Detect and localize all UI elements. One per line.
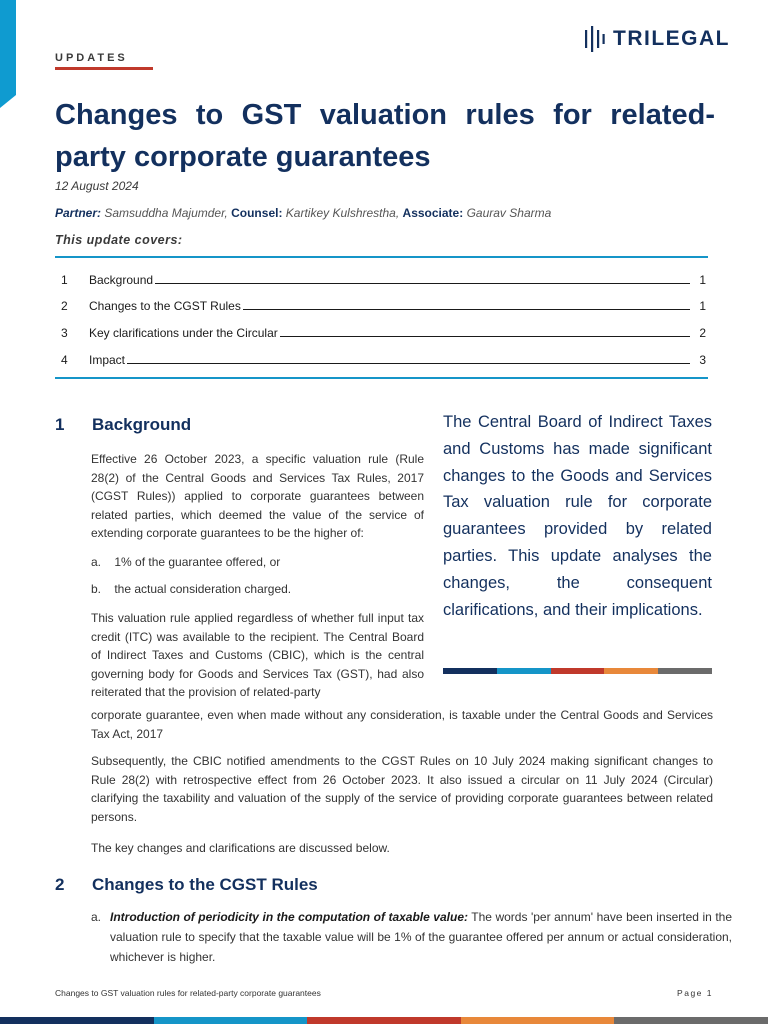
footer-title: Changes to GST valuation rules for related-party corporate guarantees: [55, 988, 321, 998]
item-lead: Introduction of periodicity in the computation of taxable value:: [110, 910, 468, 924]
toc-item-background[interactable]: [55, 271, 708, 287]
background-para-2: This valuation rule applied regardless of whether full input tax credit (ITC) was available to the recipient. The Central Board of Indirect Taxes and Customs (CBIC), which is the central governing body for Goods and Services Tax (GST), had also reiterated that the provision of related-party: [91, 611, 424, 699]
section-2-item-a: [91, 907, 732, 967]
footer-color-bar: [0, 1017, 768, 1024]
toc-number: 1: [61, 273, 68, 287]
bar-segment-orange: [461, 1017, 615, 1024]
toc-leader: [127, 362, 690, 364]
bar-segment-navy: [0, 1017, 154, 1024]
list-text: the actual consideration charged.: [114, 582, 292, 596]
toc-item-changes[interactable]: [55, 297, 708, 313]
toc-label: Changes to the CGST Rules: [89, 299, 241, 313]
toc-number: 4: [61, 353, 68, 367]
section-1-heading: [55, 415, 191, 435]
toc-item-impact[interactable]: [55, 351, 708, 367]
toc-label: Background: [89, 273, 154, 287]
background-para-3: Subsequently, the CBIC notified amendments to the CGST Rules on 10 July 2024 making significant changes to Rule 28(2) with retrospective effect from 26 October 2023. It also issued a circular on 11 July 2024 (Circular) clarifying the taxability and valuation of the supply of the service of providing corporate guarantees between related persons.: [91, 754, 713, 824]
bar-segment-cyan: [497, 668, 551, 674]
toc-number: 3: [61, 326, 68, 340]
logo-text: TRILEGAL: [613, 27, 730, 50]
toc-label: Key clarifications under the Circular: [89, 326, 278, 340]
footer-page-number: Page 1: [677, 988, 713, 998]
list-text: 1% of the guarantee offered, or: [114, 555, 281, 569]
toc-page: 1: [699, 299, 706, 313]
bar-segment-cyan: [154, 1017, 308, 1024]
corner-accent: [0, 0, 16, 108]
counsel-name: Kartikey Kulshrestha,: [285, 206, 400, 220]
toc-leader: [280, 335, 690, 337]
authors-line: [55, 206, 551, 220]
associate-role: Associate:: [402, 206, 464, 220]
section-title: Changes to the CGST Rules: [92, 875, 318, 894]
table-of-contents: [55, 256, 708, 379]
background-para-2-cont: corporate guarantee, even when made without any consideration, is taxable under the Central Goods and Services Tax Act, 2017: [91, 708, 713, 741]
section-label-underline: [55, 67, 153, 70]
section-number: 1: [55, 415, 65, 434]
list-marker: a.: [91, 910, 102, 924]
partner-name: Samsuddha Majumder,: [104, 206, 228, 220]
background-para-4: The key changes and clarifications are discussed below.: [91, 841, 390, 855]
toc-page: 2: [699, 326, 706, 340]
bar-segment-red: [307, 1017, 461, 1024]
toc-item-clarifications[interactable]: [55, 324, 708, 340]
section-number: 2: [55, 875, 65, 894]
toc-leader: [155, 282, 690, 284]
section-title: Background: [92, 415, 192, 434]
bar-segment-red: [551, 668, 605, 674]
trilegal-logo-icon: [585, 26, 605, 52]
list-marker: b.: [91, 582, 102, 596]
item-text: The words 'per annum' have been inserted in the valuation rule to specify that the taxable value will be 1% of the guarantee offered per annum or actual consideration, whichever is higher.: [110, 910, 732, 964]
list-item: [91, 582, 291, 596]
section-label: UPDATES: [55, 52, 128, 64]
bar-segment-navy: [443, 668, 497, 674]
document-title: Changes to GST valuation rules for related-party corporate guarantees: [55, 99, 715, 173]
list-marker: a.: [91, 555, 102, 569]
covers-heading: This update covers:: [55, 233, 183, 247]
bar-segment-orange: [604, 668, 658, 674]
bar-segment-gray: [614, 1017, 768, 1024]
toc-page: 3: [699, 353, 706, 367]
toc-page: 1: [699, 273, 706, 287]
associate-name: Gaurav Sharma: [466, 206, 552, 220]
toc-number: 2: [61, 299, 68, 313]
pull-quote: The Central Board of Indirect Taxes and Customs has made significant changes to the Goods and Services Tax valuation rule for corporate guarantees provided by related parties. This update analyses the changes, the consequent clarifications, and their implications.: [443, 413, 712, 619]
toc-leader: [243, 308, 690, 310]
list-item: [91, 555, 280, 569]
pull-quote-color-bar: [443, 668, 712, 674]
bar-segment-gray: [658, 668, 712, 674]
counsel-role: Counsel:: [231, 206, 283, 220]
document-date: 12 August 2024: [55, 179, 139, 193]
toc-label: Impact: [89, 353, 126, 367]
trilegal-logo: [585, 26, 730, 52]
partner-role: Partner:: [55, 206, 102, 220]
section-2-heading: [55, 875, 318, 895]
background-intro: Effective 26 October 2023, a specific valuation rule (Rule 28(2) of the Central Goods and Services Tax Rules, 2017 (CGST Rules)) applied to corporate guarantees between related parties, which deemed the value of the service of extending corporate guarantees to be the higher of:: [91, 452, 424, 540]
